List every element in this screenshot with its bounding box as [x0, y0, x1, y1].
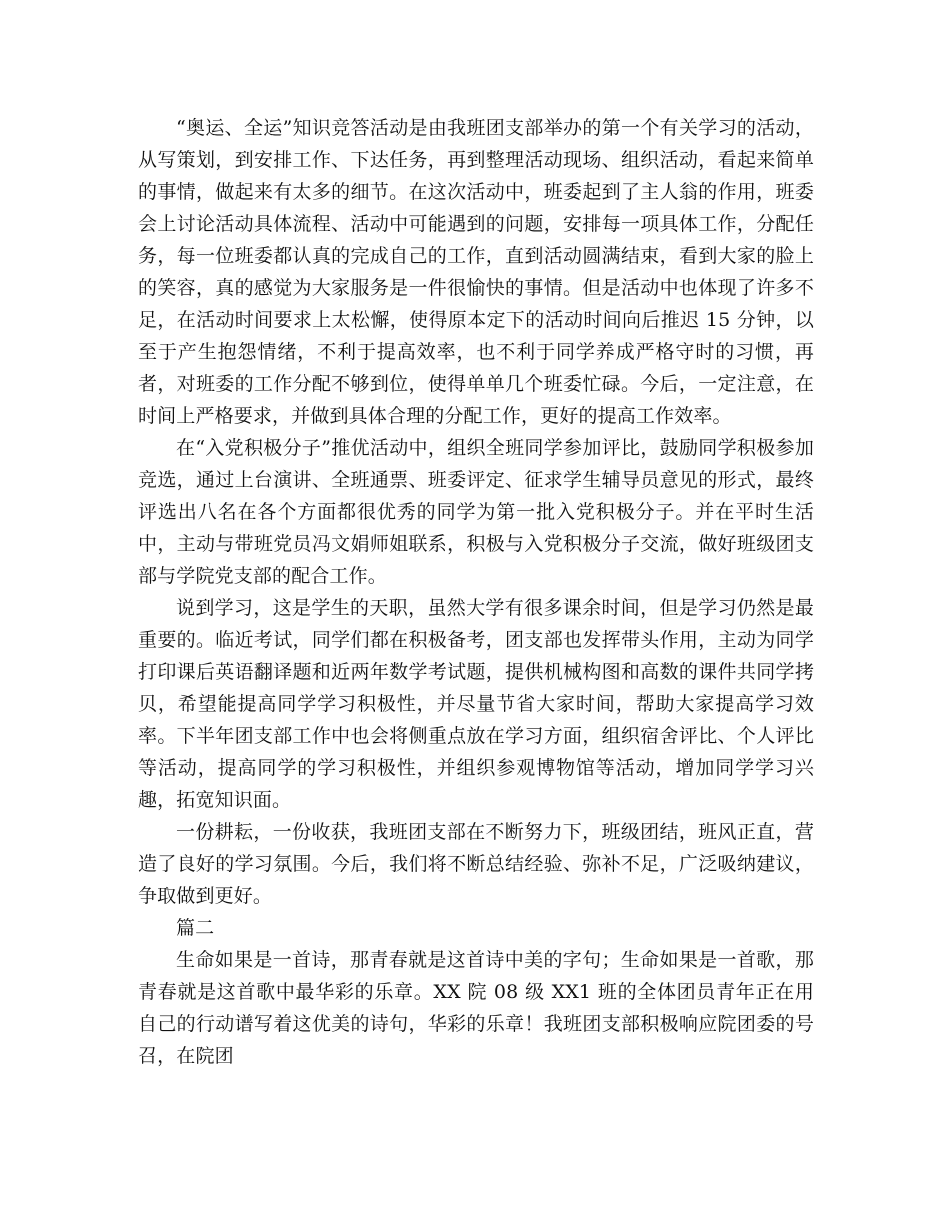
section-heading: 篇二: [176, 917, 215, 939]
paragraph-party-activist: 在“入党积极分子”推优活动中，组织全班同学参加评比，鼓励同学积极参加竞选，通过上台演讲、全班通票、班委评定、征求学生辅导员意见的形式，最终评选出八名在各个方面都很优秀的同学为第一批入党积极分子。并在平时生活中，主动与带班党员冯文娟师姐联系，积极与入党积极分子交流，做好班级团支部与学院党支部的配合工作。: [138, 437, 814, 587]
paragraph-summary: 一份耕耘，一份收获，我班团支部在不断努力下，班级团结，班风正直，营造了良好的学习氛围。今后，我们将不断总结经验、弥补不足，广泛吸纳建议，争取做到更好。: [138, 821, 814, 907]
paragraph-study: 说到学习，这是学生的天职，虽然大学有很多课余时间，但是学习仍然是最重要的。临近考试，同学们都在积极备考，团支部也发挥带头作用，主动为同学打印课后英语翻译题和近两年数学考试题，提供机械构图和高数的课件共同学拷贝，希望能提高同学学习积极性，并尽量节省大家时间，帮助大家提高学习效率。下半年团支部工作中也会将侧重点放在学习方面，组织宿舍评比、个人评比等活动，提高同学的学习积极性，并组织参观博物馆等活动，增加同学学习兴趣，拓宽知识面。: [138, 597, 814, 811]
document-body: [138, 112, 814, 1072]
paragraph-quiz-activity: “奥运、全运”知识竞答活动是由我班团支部举办的第一个有关学习的活动，从写策划，到安排工作、下达任务，再到整理活动现场、组织活动，看起来简单的事情，做起来有太多的细节。在这次活动中，班委起到了主人翁的作用，班委会上讨论活动具体流程、活动中可能遇到的问题，安排每一项具体工作，分配任务，每一位班委都认真的完成自己的工作，直到活动圆满结束，看到大家的脸上的笑容，真的感觉为大家服务是一件很愉快的事情。但是活动中也体现了许多不足，在活动时间要求上太松懈，使得原本定下的活动时间向后推迟 15 分钟，以至于产生抱怨情绪，不利于提高效率，也不利于同学养成严格守时的习惯，再者，对班委的工作分配不够到位，使得单单几个班委忙碌。今后，一定注意，在时间上严格要求，并做到具体合理的分配工作，更好的提高工作效率。: [138, 117, 814, 427]
paragraph-section-two: 生命如果是一首诗，那青春就是这首诗中美的字句；生命如果是一首歌，那青春就是这首歌中最华彩的乐章。XX 院 08 级 XX1 班的全体团员青年正在用自己的行动谱写着这优美的诗句，华彩的乐章！我班团支部积极响应院团委的号召，在院团: [138, 949, 814, 1067]
